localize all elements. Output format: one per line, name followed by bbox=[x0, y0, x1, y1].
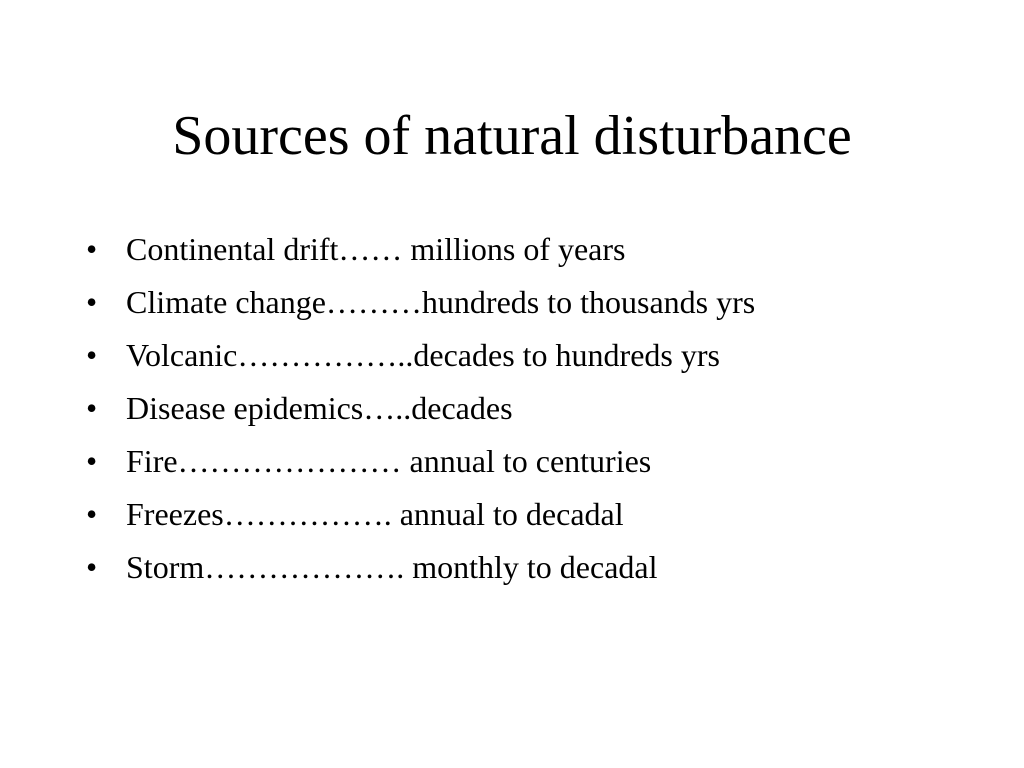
list-item bbox=[86, 277, 1006, 330]
list-item-text: Freezes……………. annual to decadal bbox=[126, 496, 624, 532]
list-item bbox=[86, 383, 1006, 436]
list-item bbox=[86, 542, 1006, 595]
bullet-icon: • bbox=[86, 390, 98, 426]
list-item-text: Climate change………hundreds to thousands yrs bbox=[126, 284, 756, 320]
list-item-text: Volcanic……………..decades to hundreds yrs bbox=[126, 337, 720, 373]
bullet-list bbox=[86, 224, 1006, 595]
bullet-icon: • bbox=[86, 337, 98, 373]
bullet-icon: • bbox=[86, 284, 98, 320]
list-item bbox=[86, 489, 1006, 542]
list-item bbox=[86, 330, 1006, 383]
list-item-text: Continental drift…… millions of years bbox=[126, 231, 626, 267]
list-item-text: Disease epidemics…..decades bbox=[126, 390, 513, 426]
list-item bbox=[86, 436, 1006, 489]
bullet-icon: • bbox=[86, 231, 98, 267]
list-item-text: Storm………………. monthly to decadal bbox=[126, 549, 658, 585]
list-item-text: Fire………………… annual to centuries bbox=[126, 443, 652, 479]
bullet-icon: • bbox=[86, 443, 98, 479]
list-item bbox=[86, 224, 1006, 277]
bullet-icon: • bbox=[86, 496, 98, 532]
slide-title: Sources of natural disturbance bbox=[172, 105, 852, 167]
bullet-icon: • bbox=[86, 549, 98, 585]
